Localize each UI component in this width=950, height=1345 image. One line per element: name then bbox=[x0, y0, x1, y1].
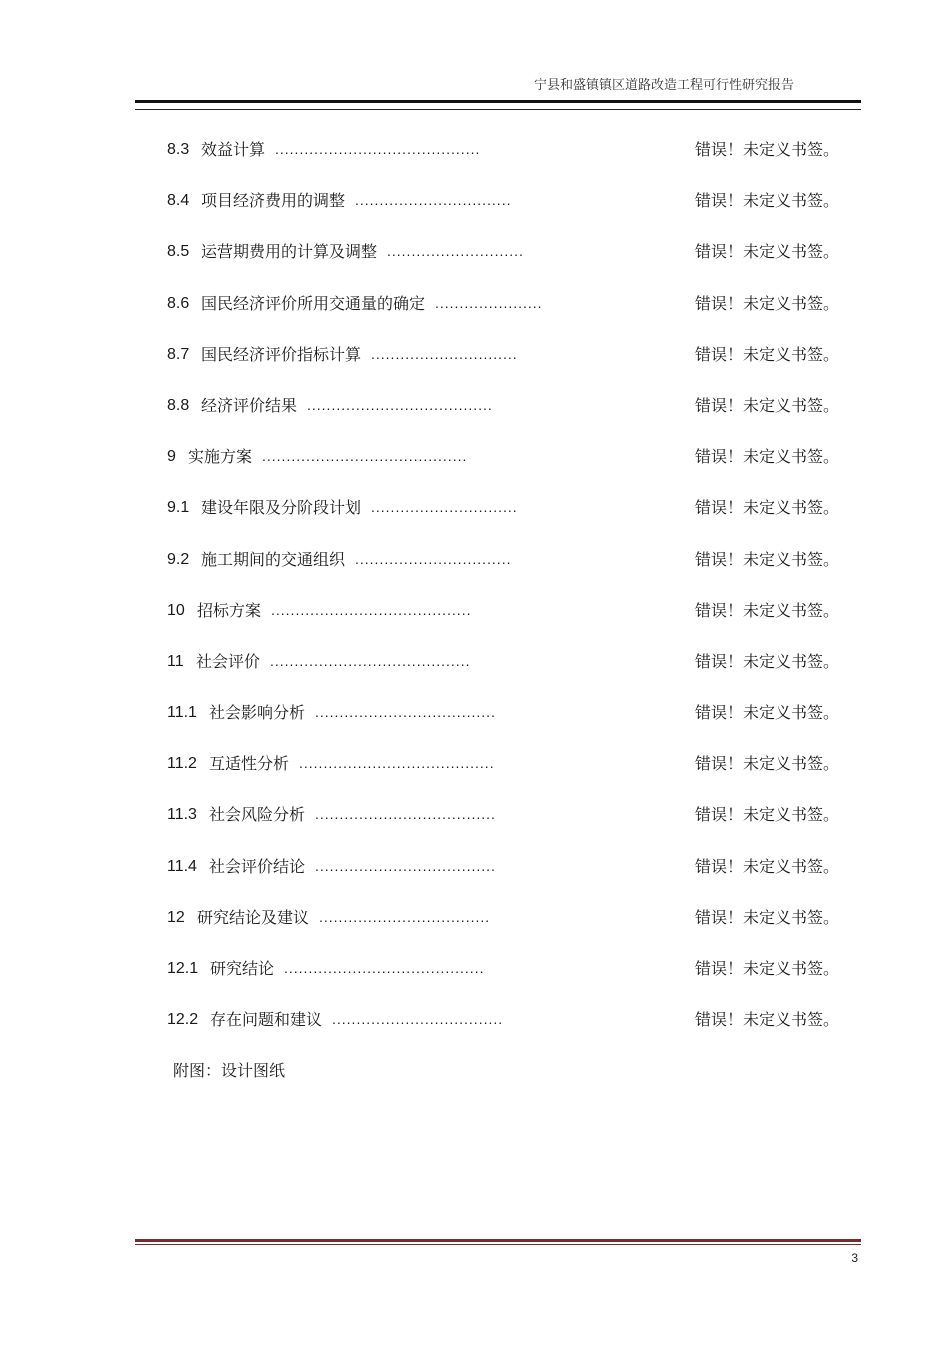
table-of-contents bbox=[0, 124, 950, 1045]
toc-entry-page: 错误！未定义书签。 bbox=[695, 191, 840, 211]
toc-entry-title: 项目经济费用的调整 bbox=[201, 191, 346, 211]
toc-entry[interactable] bbox=[0, 636, 950, 687]
toc-entry-leader: ..................................... bbox=[315, 857, 496, 874]
footer-rule-thin bbox=[135, 1244, 861, 1245]
toc-entry[interactable] bbox=[0, 789, 950, 840]
footer-rule bbox=[135, 1239, 861, 1242]
toc-entry[interactable] bbox=[0, 226, 950, 277]
toc-entry-page: 错误！未定义书签。 bbox=[695, 959, 840, 978]
toc-entry[interactable] bbox=[0, 534, 950, 585]
toc-entry-page: 错误！未定义书签。 bbox=[695, 498, 840, 518]
toc-entry-number: 11.3 bbox=[167, 806, 197, 824]
toc-entry-number: 12.2 bbox=[167, 1011, 199, 1029]
toc-entry-page: 错误！未定义书签。 bbox=[695, 447, 840, 467]
toc-entry-leader: .............................. bbox=[371, 499, 518, 516]
toc-entry[interactable] bbox=[0, 585, 950, 636]
toc-entry-number: 8.3 bbox=[167, 141, 190, 158]
toc-entry-title: 社会风险分析 bbox=[209, 805, 306, 825]
toc-entry-leader: ......................................... bbox=[270, 652, 471, 669]
toc-entry-page: 错误！未定义书签。 bbox=[695, 754, 840, 774]
toc-entry-title: 社会影响分析 bbox=[209, 703, 306, 723]
toc-entry-title: 运营期费用的计算及调整 bbox=[201, 242, 378, 262]
toc-entry[interactable] bbox=[0, 687, 950, 738]
toc-entry-leader: ............................ bbox=[387, 243, 524, 260]
toc-entry-leader: .......................................... bbox=[262, 448, 468, 465]
toc-entry-leader: ..................................... bbox=[315, 806, 496, 823]
toc-entry-number: 9.1 bbox=[167, 499, 190, 517]
toc-entry-number: 8.6 bbox=[167, 294, 190, 312]
toc-entry-leader: ........................................ bbox=[299, 755, 495, 772]
toc-entry-leader: ......................................... bbox=[284, 960, 485, 976]
toc-entry-page: 错误！未定义书签。 bbox=[695, 1010, 840, 1030]
toc-entry[interactable] bbox=[0, 482, 950, 533]
toc-entry[interactable] bbox=[0, 380, 950, 431]
toc-entry-page: 错误！未定义书签。 bbox=[695, 805, 840, 825]
toc-entry[interactable] bbox=[0, 278, 950, 329]
toc-entry-title: 社会评价结论 bbox=[209, 856, 306, 876]
toc-entry-number: 9 bbox=[167, 448, 176, 466]
toc-entry-leader: ................................ bbox=[355, 550, 512, 567]
toc-entry-title: 国民经济评价指标计算 bbox=[201, 344, 362, 364]
toc-entry-page: 错误！未定义书签。 bbox=[695, 600, 840, 620]
toc-entry[interactable] bbox=[0, 892, 950, 943]
toc-entry-number: 12 bbox=[167, 908, 185, 926]
header-rule-thin bbox=[135, 109, 861, 110]
header-rule bbox=[135, 100, 861, 103]
toc-entry-number: 8.7 bbox=[167, 345, 190, 363]
toc-entry-title: 效益计算 bbox=[201, 140, 266, 159]
toc-entry-leader: ................................... bbox=[332, 1011, 504, 1028]
toc-entry-number: 8.5 bbox=[167, 243, 190, 261]
toc-entry[interactable] bbox=[0, 329, 950, 380]
toc-entry-page: 错误！未定义书签。 bbox=[695, 242, 840, 262]
toc-entry-page: 错误！未定义书签。 bbox=[695, 293, 840, 313]
toc-entry-number: 11.4 bbox=[167, 857, 197, 875]
toc-entry-title: 国民经济评价所用交通量的确定 bbox=[201, 293, 426, 313]
running-header-title: 宁县和盛镇镇区道路改造工程可行性研究报告 bbox=[533, 78, 794, 93]
toc-entry-number: 11 bbox=[167, 652, 184, 670]
toc-entry[interactable] bbox=[0, 175, 950, 226]
toc-entry[interactable] bbox=[0, 943, 950, 994]
toc-entry-title: 经济评价结果 bbox=[201, 395, 298, 415]
toc-entry-number: 8.4 bbox=[167, 192, 190, 210]
toc-entry-title: 施工期间的交通组织 bbox=[201, 549, 346, 569]
toc-entry-number: 8.8 bbox=[167, 396, 190, 414]
toc-entry-title: 研究结论及建议 bbox=[197, 907, 310, 927]
toc-entry-page: 错误！未定义书签。 bbox=[695, 651, 840, 671]
toc-entry-title: 建设年限及分阶段计划 bbox=[201, 498, 362, 518]
appendix-entry: 附图：设计图纸 bbox=[173, 1061, 286, 1080]
toc-entry-leader: ..................................... bbox=[315, 704, 496, 721]
toc-entry-leader: .............................. bbox=[371, 345, 518, 362]
toc-entry-leader: ................................ bbox=[355, 192, 512, 209]
toc-entry-leader: .......................................... bbox=[275, 141, 481, 157]
toc-entry-title: 研究结论 bbox=[210, 959, 275, 978]
toc-entry-leader: ......................................... bbox=[271, 601, 472, 618]
toc-entry[interactable] bbox=[0, 124, 950, 175]
toc-entry-page: 错误！未定义书签。 bbox=[695, 395, 840, 415]
toc-entry-page: 错误！未定义书签。 bbox=[695, 907, 840, 927]
toc-entry-title: 社会评价 bbox=[196, 651, 261, 671]
toc-entry-page: 错误！未定义书签。 bbox=[695, 856, 840, 876]
toc-entry[interactable] bbox=[0, 994, 950, 1045]
toc-entry[interactable] bbox=[0, 841, 950, 892]
toc-entry-leader: ...................................... bbox=[307, 396, 493, 413]
toc-entry-title: 存在问题和建议 bbox=[210, 1010, 323, 1030]
toc-entry[interactable] bbox=[0, 738, 950, 789]
toc-entry-leader: ................................... bbox=[319, 908, 491, 925]
toc-entry[interactable] bbox=[0, 431, 950, 482]
toc-entry-number: 11.2 bbox=[167, 755, 197, 773]
toc-entry-page: 错误！未定义书签。 bbox=[695, 703, 840, 723]
toc-entry-number: 11.1 bbox=[167, 704, 197, 722]
toc-entry-number: 9.2 bbox=[167, 550, 190, 568]
toc-entry-number: 10 bbox=[167, 601, 185, 619]
toc-entry-number: 12.1 bbox=[167, 960, 199, 977]
toc-entry-title: 招标方案 bbox=[197, 600, 262, 620]
toc-entry-title: 实施方案 bbox=[188, 447, 253, 467]
page-number: 3 bbox=[851, 1251, 858, 1265]
toc-entry-page: 错误！未定义书签。 bbox=[695, 549, 840, 569]
toc-entry-page: 错误！未定义书签。 bbox=[695, 344, 840, 364]
toc-entry-leader: ...................... bbox=[435, 294, 543, 311]
toc-entry-page: 错误！未定义书签。 bbox=[695, 140, 840, 159]
toc-entry-title: 互适性分析 bbox=[209, 754, 290, 774]
